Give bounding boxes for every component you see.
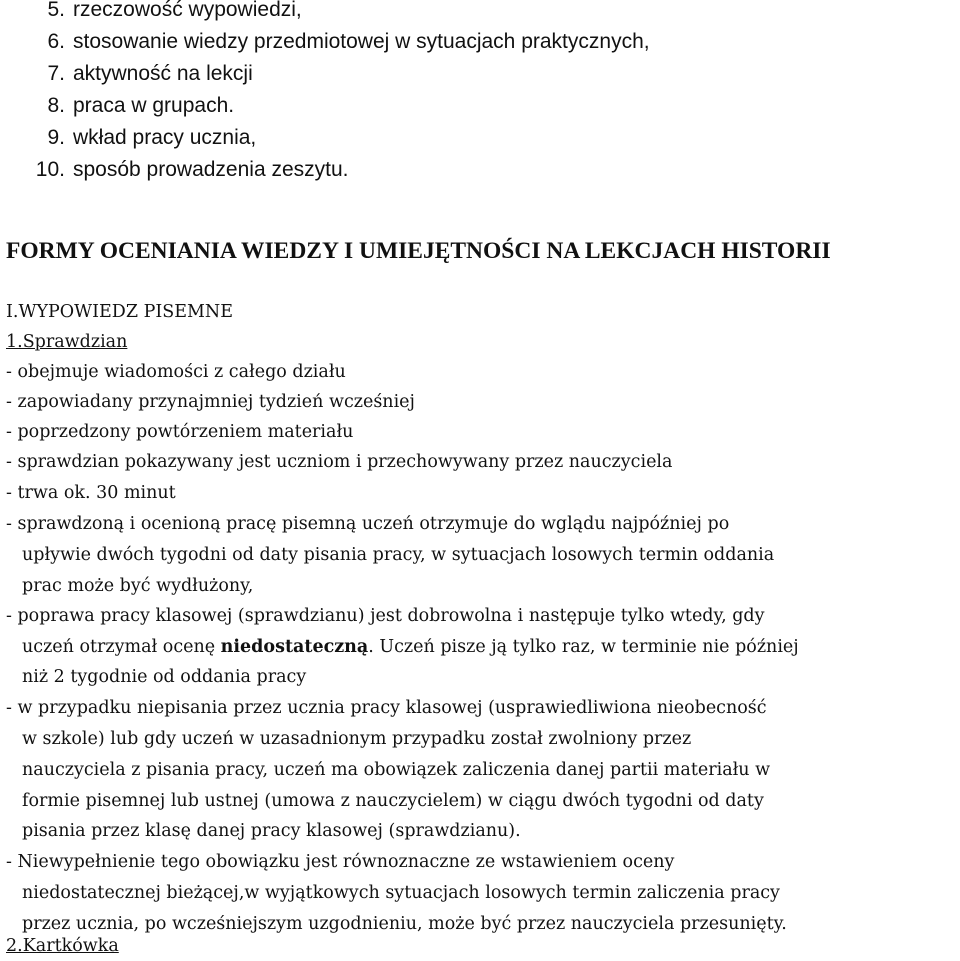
rule-line: upływie dwóch tygodni od daty pisania pracy, w sytuacjach losowych termin oddania [22,545,775,565]
rule-line: - obejmuje wiadomości z całego działu [6,362,346,382]
criteria-list [0,0,900,186]
rule-text: uczeń otrzymał ocenę [22,637,221,657]
list-item-text: praca w grupach. [73,94,235,117]
rule-line: - sprawdzian pokazywany jest uczniom i przechowywany przez nauczyciela [6,452,673,472]
rule-line: niż 2 tygodnie od oddania pracy [22,667,307,687]
list-item [0,0,900,26]
rule-line: - Niewypełnienie tego obowiązku jest równoznaczne ze wstawieniem oceny [6,852,675,872]
rule-line: przez ucznia, po wcześniejszym uzgodnieniu, może być przez nauczyciela przesunięty. [22,914,787,934]
rule-line: formie pisemnej lub ustnej (umowa z nauczycielem) w ciągu dwóch tygodni od daty [22,791,764,811]
grade-emphasis: niedostateczną [220,637,369,657]
list-item-number: 10. [35,158,65,181]
rule-text: . Uczeń pisze ją tylko raz, w terminie nie później [368,637,799,657]
list-item-text: aktywność na lekcji [73,62,253,85]
list-item [0,154,900,186]
rule-line [22,632,799,662]
list-item-text: sposób prowadzenia zeszytu. [73,158,349,181]
list-item [0,26,900,58]
list-item [0,58,900,90]
rule-line: - zapowiadany przynajmniej tydzień wcześniej [6,392,415,412]
list-item-number: 6. [47,30,65,53]
rule-line: niedostatecznej bieżącej,w wyjątkowych sytuacjach losowych termin zaliczenia pracy [22,883,780,903]
rule-line: - poprawa pracy klasowej (sprawdzianu) jest dobrowolna i następuje tylko wtedy, gdy [6,606,765,626]
list-item-text: rzeczowość wypowiedzi, [73,0,302,21]
list-item-number: 8. [47,94,65,117]
list-item-text: wkład pracy ucznia, [73,126,257,149]
rule-line: nauczyciela z pisania pracy, uczeń ma obowiązek zaliczenia danej partii materiału w [22,760,771,780]
rule-line: prac może być wydłużony, [22,576,254,596]
rule-line: - poprzedzony powtórzeniem materiału [6,422,354,442]
list-item-number: 7. [47,62,65,85]
list-item [0,90,900,122]
list-item-number: 5. [47,0,65,21]
subsection-title: 1.Sprawdzian [6,332,128,352]
list-item-text: stosowanie wiedzy przedmiotowej w sytuacjach praktycznych, [73,30,650,53]
section-title: I.WYPOWIEDZ PISEMNE [6,302,234,322]
page-heading: FORMY OCENIANIA WIEDZY I UMIEJĘTNOŚCI NA LEKCJACH HISTORII [6,238,831,264]
rule-line: w szkole) lub gdy uczeń w uzasadnionym przypadku został zwolniony przez [22,729,692,749]
rule-line: - w przypadku niepisania przez ucznia pracy klasowej (usprawiedliwiona nieobecność [6,698,767,718]
list-item [0,122,900,154]
rule-line: - sprawdzoną i ocenioną pracę pisemną uczeń otrzymuje do wglądu najpóźniej po [6,514,730,534]
subsection-title: 2.Kartkówka [6,936,119,956]
list-item-number: 9. [47,126,65,149]
rule-line: - trwa ok. 30 minut [6,483,176,503]
rule-line: pisania przez klasę danej pracy klasowej (sprawdzianu). [22,821,521,841]
